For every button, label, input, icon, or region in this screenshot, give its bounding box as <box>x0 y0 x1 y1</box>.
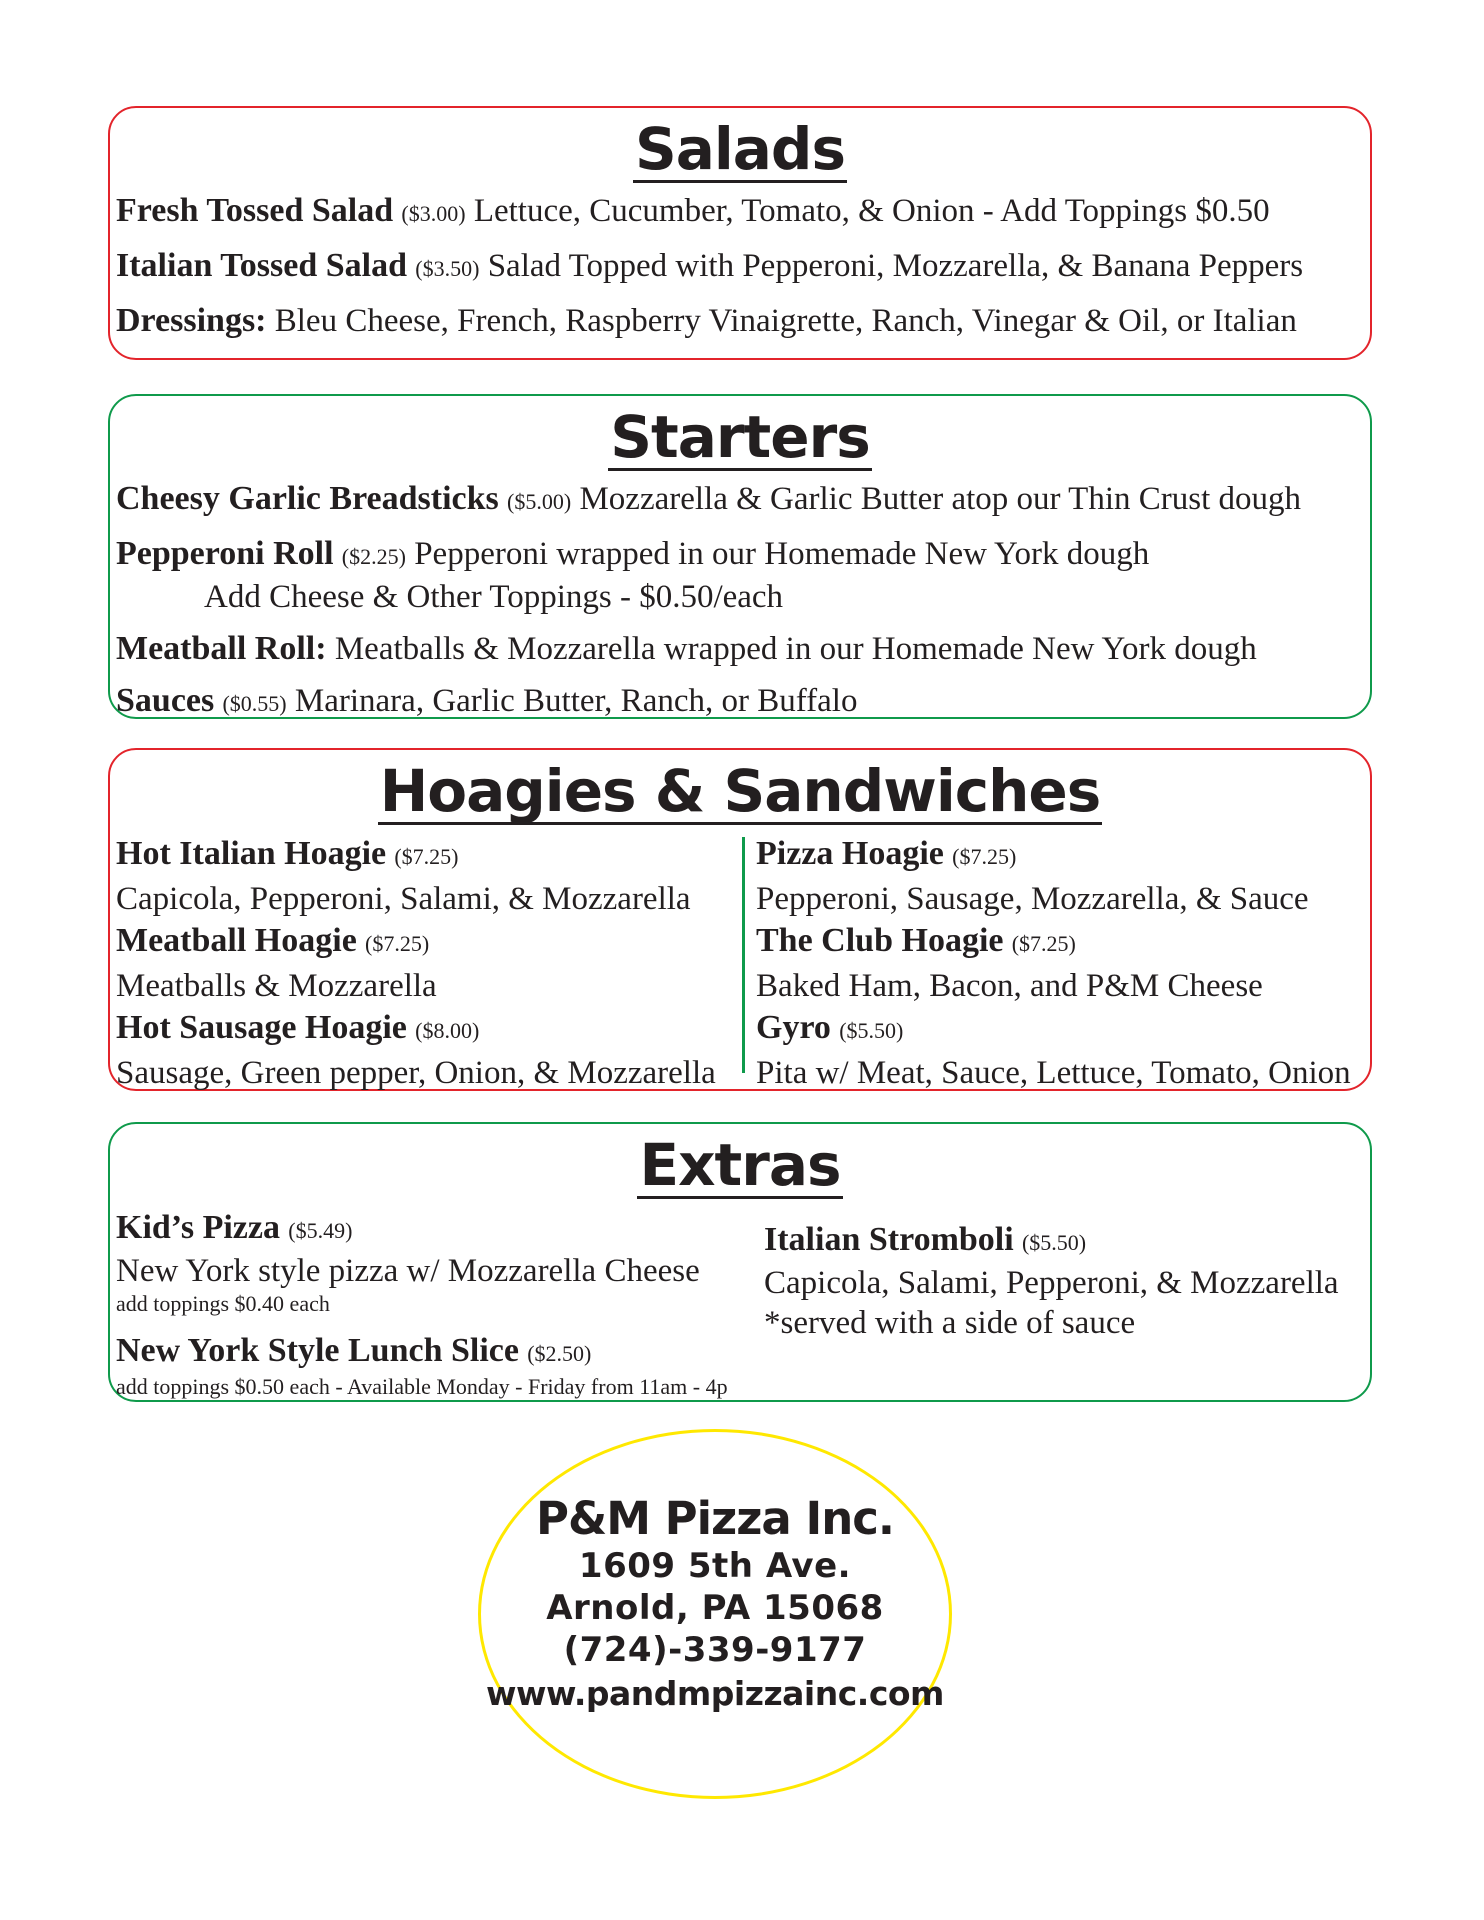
website-link[interactable]: www.pandmpizzainc.com <box>486 1674 944 1713</box>
hoagies-right-column <box>750 833 1370 1094</box>
item-price: ($2.50) <box>527 1341 592 1366</box>
hoagies-section <box>108 748 1372 1091</box>
item-price: ($7.25) <box>394 844 459 869</box>
item-name: Meatball Roll: <box>116 630 327 667</box>
item-name: Kid’s Pizza <box>116 1209 280 1246</box>
item-note: Add Cheese & Other Toppings - $0.50/each <box>204 579 784 615</box>
item-name: Hot Italian Hoagie <box>116 835 387 872</box>
item-description: New York style pizza w/ Mozzarella Cheese <box>116 1253 700 1289</box>
salads-section <box>108 106 1372 360</box>
item-price: ($7.25) <box>952 844 1017 869</box>
menu-item <box>110 833 740 878</box>
item-description: Capicola, Pepperoni, Salami, & Mozzarella <box>116 881 691 917</box>
item-name: Dressings: <box>116 302 267 339</box>
item-note: *served with a side of sauce <box>764 1305 1136 1341</box>
business-name: P&M Pizza Inc. <box>535 1492 895 1545</box>
item-price: ($0.55) <box>222 691 287 716</box>
item-price: ($5.50) <box>1021 1230 1087 1255</box>
item-name: Cheesy Garlic Breadsticks <box>116 480 499 517</box>
item-description: Meatballs & Mozzarella wrapped in our Homemade New York dough <box>334 631 1257 667</box>
item-name: Pizza Hoagie <box>756 835 944 872</box>
starters-heading: Starters <box>610 403 870 471</box>
extras-section <box>108 1122 1372 1402</box>
menu-item <box>750 833 1370 878</box>
item-price: ($8.00) <box>415 1018 480 1043</box>
menu-item <box>110 301 1370 341</box>
item-description: Baked Ham, Bacon, and P&M Cheese <box>756 968 1263 1004</box>
extras-right-column <box>758 1220 1358 1343</box>
menu-item <box>110 1208 810 1251</box>
item-description: Salad Topped with Pepperoni, Mozzarella, & Banana Peppers <box>487 248 1304 284</box>
item-description: Pepperoni, Sausage, Mozzarella, & Sauce <box>756 881 1309 917</box>
item-description: Lettuce, Cucumber, Tomato, & Onion - Add Toppings $0.50 <box>473 193 1270 229</box>
extras-left-column <box>110 1208 810 1400</box>
item-price: ($7.25) <box>1011 931 1076 956</box>
street-address: 1609 5th Ave. <box>578 1546 852 1586</box>
item-price: ($2.25) <box>341 544 406 569</box>
item-description: Mozzarella & Garlic Butter atop our Thin Crust dough <box>579 481 1302 517</box>
item-description: Pita w/ Meat, Sauce, Lettuce, Tomato, Onion <box>756 1055 1351 1091</box>
menu-item <box>110 479 1370 522</box>
item-name: Italian Stromboli <box>764 1221 1014 1258</box>
item-name: Italian Tossed Salad <box>116 247 408 284</box>
item-price: ($3.00) <box>401 201 466 226</box>
menu-item <box>110 1007 740 1052</box>
menu-item <box>750 1007 1370 1052</box>
item-name: Sauces <box>116 682 215 719</box>
menu-item <box>110 191 1370 234</box>
item-description: Sausage, Green pepper, Onion, & Mozzarella <box>116 1055 716 1091</box>
extras-heading: Extras <box>639 1131 841 1199</box>
item-description: Meatballs & Mozzarella <box>116 968 437 1004</box>
item-description: Capicola, Salami, Pepperoni, & Mozzarella <box>764 1265 1339 1301</box>
menu-item <box>110 534 1370 577</box>
menu-item <box>110 681 1370 724</box>
item-price: ($5.00) <box>507 489 572 514</box>
item-price: ($3.50) <box>415 256 480 281</box>
item-price: ($5.49) <box>288 1218 353 1243</box>
item-name: Meatball Hoagie <box>116 922 357 959</box>
item-price: ($5.50) <box>839 1018 904 1043</box>
menu-item <box>750 920 1370 965</box>
item-name: The Club Hoagie <box>756 922 1004 959</box>
item-name: Gyro <box>756 1009 831 1046</box>
item-name: Fresh Tossed Salad <box>116 192 394 229</box>
salads-heading: Salads <box>635 115 845 183</box>
item-note: add toppings $0.50 each - Available Monday - Friday from 11am - 4p <box>116 1374 728 1399</box>
city-state-zip: Arnold, PA 15068 <box>546 1588 884 1628</box>
column-divider <box>742 837 745 1073</box>
item-name: Pepperoni Roll <box>116 535 334 572</box>
item-description: Marinara, Garlic Butter, Ranch, or Buffalo <box>294 683 858 719</box>
item-description: Pepperoni wrapped in our Homemade New York dough <box>414 536 1150 572</box>
menu-item <box>758 1220 1358 1263</box>
hoagies-left-column <box>110 833 740 1094</box>
item-description: Bleu Cheese, French, Raspberry Vinaigrette, Ranch, Vinegar & Oil, or Italian <box>274 303 1297 339</box>
starters-section <box>108 394 1372 719</box>
item-note: add toppings $0.40 each <box>116 1291 330 1316</box>
item-price: ($7.25) <box>365 931 430 956</box>
hoagies-heading: Hoagies & Sandwiches <box>379 757 1101 825</box>
phone-number: (724)-339-9177 <box>563 1630 867 1670</box>
menu-item <box>110 629 1370 669</box>
menu-item <box>110 1331 810 1374</box>
menu-item <box>110 246 1370 289</box>
item-name: New York Style Lunch Slice <box>116 1332 519 1369</box>
contact-oval <box>478 1429 952 1799</box>
item-name: Hot Sausage Hoagie <box>116 1009 407 1046</box>
menu-item <box>110 920 740 965</box>
